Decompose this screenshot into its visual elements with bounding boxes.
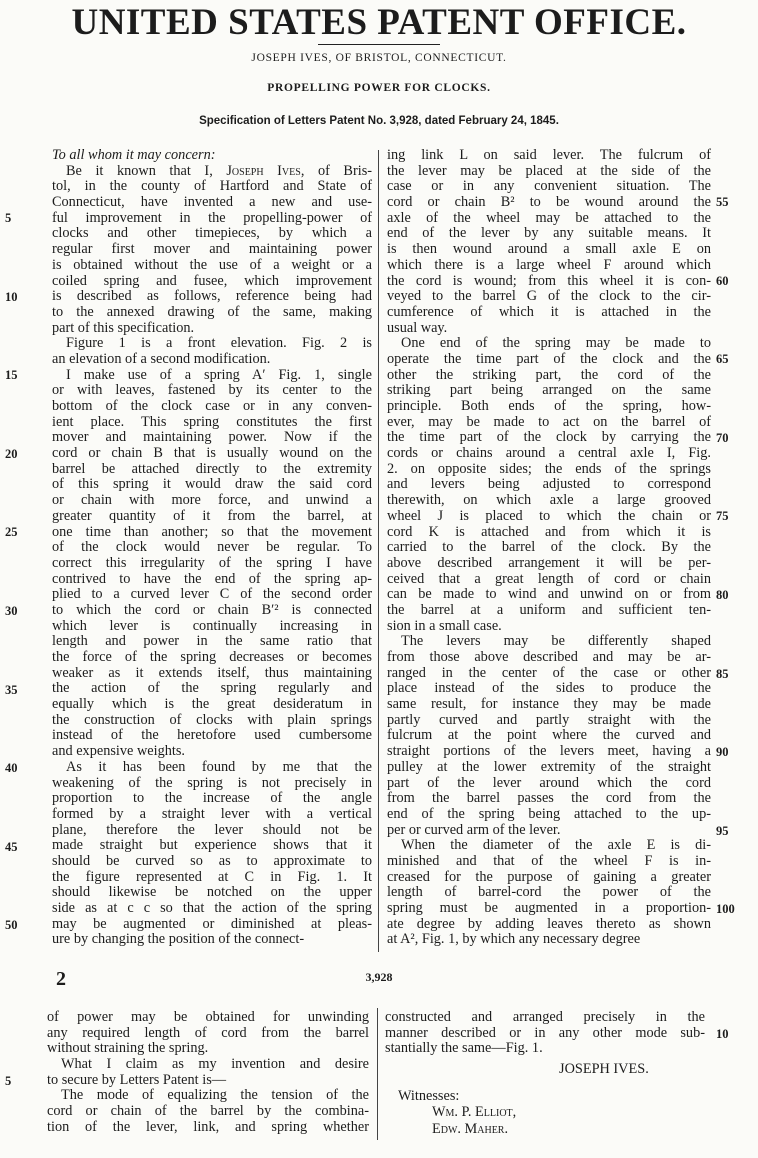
text-line: the barrel at a uniform and sufficient ten-: [387, 601, 711, 618]
text-line: above described arrangement it will be per-: [387, 554, 711, 571]
text-line: is obtained without the use of a weight or a: [52, 256, 372, 273]
text-line: When the diameter of the axle E is di-: [401, 837, 711, 854]
witness-name: Wm. P. Elliot,: [432, 1104, 517, 1120]
text-line: the lever may be placed at the side of the: [387, 162, 711, 179]
page1-right-column: [387, 148, 711, 948]
line-number: 40: [5, 761, 18, 776]
text-line: or chain with more force, and unwind a: [52, 492, 372, 509]
text-line: principle. Both ends of the spring, how-: [387, 398, 711, 414]
text-line: Be it known that I, Joseph Ives, of Bris-: [66, 162, 373, 179]
text-line: ranged in the center of the case or other: [387, 664, 711, 681]
line-number: 5: [5, 211, 12, 225]
text-line: partly curved and partly straight with the: [387, 711, 711, 728]
text-line: cord or chain B that is usually wound on the: [52, 445, 372, 462]
text-line: fulcrum at the point where the curved and: [387, 727, 711, 744]
text-line: manner described or in any other mode sub-: [385, 1024, 705, 1041]
text-line: made straight but experience shows that it: [52, 837, 372, 854]
line-number: 30: [5, 604, 18, 618]
text-line: may be augmented or diminished at pleas-: [52, 915, 372, 932]
text-line: is then wound around a small axle E on: [387, 241, 711, 258]
text-line: ing link L on said lever. The fulcrum of: [387, 147, 711, 163]
line-number: 25: [5, 525, 18, 540]
text-line: length and power in the same ratio that: [52, 633, 372, 650]
text-line: cord or chain of the barrel by the combina-: [47, 1103, 369, 1120]
text-line: ure by changing the position of the connect-: [52, 931, 305, 948]
text-line: to which the cord or chain B′² is connected: [52, 601, 372, 618]
text-line: Connecticut, have invented a new and use-: [52, 194, 372, 211]
header-subject-line: PROPELLING POWER FOR CLOCKS.: [267, 82, 491, 94]
text-line: bottom of the clock case or in any conven-: [52, 398, 372, 414]
text-line: pulley at the lower extremity of the straight: [387, 758, 711, 775]
text-line: of this spring it would draw the said cord: [52, 476, 372, 493]
text-line: striking part being arranged on the same: [387, 382, 711, 399]
text-line: the force of the spring decreases or becomes: [52, 649, 372, 665]
text-line: to the annexed drawing of the same, making: [52, 303, 372, 320]
text-line: Figure 1 is a front elevation. Fig. 2 is: [66, 335, 372, 352]
text-line: cord K is attached and from which it is: [387, 523, 711, 540]
text-line: contrived to have the end of the spring ap-: [52, 570, 372, 587]
text-line: cords or chains around a central axle I, Fig.: [387, 445, 711, 462]
witnesses-label: Witnesses:: [398, 1088, 460, 1104]
line-number: 75: [716, 509, 729, 524]
text-line: end of the spring being attached to the up-: [387, 805, 711, 822]
line-number: 85: [716, 666, 729, 681]
text-line: per or curved arm of the lever.: [387, 821, 561, 838]
line-number: 15: [5, 368, 18, 383]
line-number: 80: [716, 588, 729, 602]
text-line: operate the time part of the clock and the: [387, 350, 711, 367]
page1-left-column: [52, 148, 372, 948]
line-number: 20: [5, 446, 18, 461]
line-number: 35: [5, 682, 18, 697]
text-line: weakening of the spring is not precisely in: [52, 774, 372, 791]
text-line: 2. on opposite sides; the ends of the springs: [387, 460, 711, 477]
text-line: plane, therefore the lever should not be: [52, 821, 372, 838]
text-line: veyed to the barrel G of the clock to the cir-: [387, 288, 711, 305]
text-line: should likewise be notched on the upper: [52, 884, 372, 901]
text-line: cumference of which it is attached in the: [387, 303, 711, 320]
text-line: ient place. This spring constitutes the first: [52, 413, 372, 430]
text-line: part of the lever around which the cord: [387, 774, 711, 791]
text-line: To all whom it may concern:: [52, 147, 216, 163]
text-line: proportion to the increase of the angle: [52, 790, 372, 807]
text-line: creased for the purpose of gaining a greater: [387, 868, 711, 885]
line-number: 60: [716, 273, 729, 288]
text-line: of power may be obtained for unwinding: [47, 1009, 369, 1025]
text-line: equally which is the great desideratum in: [52, 696, 372, 713]
header-office-title: UNITED STATES PATENT OFFICE.: [71, 2, 687, 43]
text-line: from the barrel passes the cord from the: [387, 790, 711, 807]
text-line: the cord is wound; from this wheel it is con-: [387, 272, 711, 289]
signature-name: JOSEPH IVES.: [559, 1061, 649, 1077]
text-line: of the clock would never be regular. To: [52, 539, 372, 556]
text-line: formed by a straight lever with a vertical: [52, 805, 372, 822]
text-line: which lever is continually increasing in: [52, 617, 372, 634]
page2-left-column: [47, 1010, 369, 1136]
text-line: to secure by Letters Patent is—: [47, 1071, 227, 1088]
text-line: is described as follows, reference being had: [52, 288, 372, 305]
text-line: the construction of clocks with plain springs: [52, 711, 372, 728]
line-number: 65: [716, 352, 729, 367]
text-line: at A², Fig. 1, by which any necessary degree: [387, 931, 641, 948]
text-line: axle of the wheel may be attached to the: [387, 209, 711, 226]
text-line: case or in any convenient situation. The: [387, 178, 711, 195]
text-line: one time than another; so that the movement: [52, 523, 372, 540]
text-line: constructed and arranged precisely in the: [385, 1009, 705, 1025]
text-line: usual way.: [387, 319, 448, 336]
line-number: 55: [716, 195, 729, 209]
text-line: can be made to wind and unwind on or from: [387, 586, 711, 603]
line-number: 50: [5, 918, 18, 933]
text-line: ful improvement in the propelling-power of: [52, 209, 372, 226]
header-specification-line: Specification of Letters Patent No. 3,928, dated February 24, 1845.: [199, 115, 559, 127]
inventor-name: Joseph Ives: [226, 162, 301, 179]
text-line: without straining the spring.: [47, 1040, 209, 1057]
line-number: 5: [5, 1074, 12, 1088]
text-line: and expensive weights.: [52, 743, 186, 760]
text-line: an elevation of a second modification.: [52, 350, 271, 367]
line-number: 45: [5, 839, 18, 854]
text-line: carried to the barrel of the clock. By the: [387, 539, 711, 556]
text-line: ate degree by adding leaves thereto as shown: [387, 915, 711, 932]
text-line: the action of the spring regularly and: [52, 680, 372, 697]
text-line: any required length of cord from the barrel: [47, 1024, 369, 1041]
text-line: from those above described and may be ar-: [387, 649, 711, 665]
page2-right-column: [385, 1010, 705, 1057]
witness-name: Edw. Maher.: [432, 1121, 509, 1137]
text-line: part of this specification.: [52, 319, 195, 336]
text-line: The levers may be differently shaped: [401, 633, 711, 650]
text-line: end of the lever by any suitable means. It: [387, 225, 711, 242]
text-line: clocks and other timepieces, by which a: [52, 225, 372, 242]
text-line: spring must be augmented in a proportion-: [387, 900, 711, 916]
line-number: 70: [716, 430, 729, 445]
text-line: sion in a small case.: [387, 617, 502, 634]
line-number: 95: [716, 823, 729, 838]
text-line: straight portions of the levers meet, having a: [387, 743, 711, 760]
text-line: which there is a large wheel F around which: [387, 256, 711, 273]
text-line: wheel J is placed to which the chain or: [387, 507, 711, 524]
text-line: mover and maintaining power. Now if the: [52, 429, 372, 446]
header-rule: [318, 44, 440, 45]
text-line: stantially the same—Fig. 1.: [385, 1040, 543, 1057]
text-line: barrel be attached directly to the extremity: [52, 460, 372, 477]
text-line: ceived that a great length of cord or chain: [387, 570, 711, 587]
text-line: or with leaves, fastened by its center to the: [52, 382, 372, 399]
text-line: other the striking part, the cord of the: [387, 366, 711, 383]
text-line: side as at c c so that the action of the spring: [52, 900, 372, 916]
text-line: The mode of equalizing the tension of the: [61, 1087, 369, 1104]
text-line: tion of the lever, link, and spring whether: [47, 1118, 369, 1135]
text-line: should be curved so as to approximate to: [52, 852, 372, 869]
text-line: minished and that of the wheel F is in-: [387, 852, 711, 869]
page2-column-divider: [377, 1008, 378, 1140]
text-line: the time part of the clock by carrying the: [387, 429, 711, 446]
text-line: tol, in the county of Hartford and State of: [52, 178, 372, 195]
text-line: regular first mover and maintaining power: [52, 241, 372, 258]
text-line: ever, may be made to act on the barrel of: [387, 413, 711, 430]
text-line: therewith, on which axle a large grooved: [387, 492, 711, 509]
text-line: place instead of the sides to produce the: [387, 680, 711, 697]
line-number: 10: [716, 1027, 729, 1041]
page2-page-number: 2: [56, 968, 66, 990]
text-line: the figure represented at C in Fig. 1. It: [52, 868, 372, 885]
page1-column-divider: [378, 150, 379, 952]
text-line: greater quantity of it from the barrel, at: [52, 507, 372, 524]
line-number: 90: [716, 745, 729, 760]
text-line: weaker as it extends itself, thus maintaining: [52, 664, 372, 681]
text-line: One end of the spring may be made to: [401, 335, 711, 352]
text-line: plied to a curved lever C of the second order: [52, 586, 372, 603]
page2-patent-reference: 3,928: [365, 970, 393, 984]
text-line: instead of the heretofore used cumbersome: [52, 727, 372, 744]
header-inventor-line: JOSEPH IVES, OF BRISTOL, CONNECTICUT.: [251, 52, 507, 64]
text-line: and levers being adjusted to correspond: [387, 476, 711, 493]
text-line: same result, for instance they may be made: [387, 696, 711, 713]
text-line: coiled spring and fusee, which improvement: [52, 272, 372, 289]
text-line: As it has been found by me that the: [66, 758, 372, 775]
text-line: What I claim as my invention and desire: [61, 1056, 369, 1073]
text-line: I make use of a spring A′ Fig. 1, single: [66, 366, 372, 383]
text-line: correct this irregularity of the spring I have: [52, 554, 372, 571]
line-number: 100: [716, 902, 735, 917]
text-line: cord or chain B² to be wound around the: [387, 194, 711, 211]
line-number: 10: [5, 289, 18, 304]
text-line: length of barrel-cord the power of the: [387, 884, 711, 901]
